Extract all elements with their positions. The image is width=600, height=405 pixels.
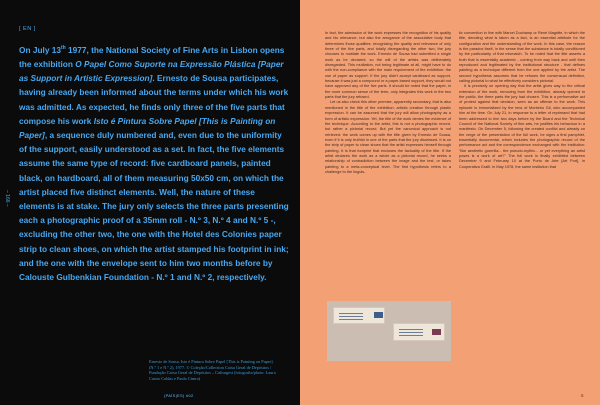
stamp-icon — [374, 312, 383, 318]
artwork-photo — [327, 301, 451, 361]
lead-paragraph — [19, 41, 291, 284]
language-tag: [ EN ] — [19, 26, 36, 32]
lead-segment: , a sequence duly numbered and, even due to the uniformity of the support, easily understood as a set. In fact, the five elements assume the same type of record: five cardboard panels, painted black, on hardboard, all of them measuring 50x50 cm, on which the artist placed five distinct elements. Well, the nature of these elements is at stake. The jury only selects the three parts presenting each a photographic proof of a 35mm roll - N.º 3, N.º 4 and N.º 5 -, excluding the other two, the one with the Hotel des Colonies paper strip to clean shoes, on which the artist stamped his footprint in ink; and the one with the envelope sent to him two months before by Calouste Gulbenkian Foundation - N.º 1 and N.º 2, respectively. — [19, 129, 289, 283]
envelope-image — [333, 307, 385, 324]
envelope-image — [393, 323, 445, 341]
address-lines — [339, 313, 363, 314]
footer-publication: (PAÍS|ES) #02 — [164, 393, 194, 398]
body-paragraph: It is precisely on opening day that the artist gives way to the critical extension of the work, removing from the exhibition, already opened to the public, the three parts the jury had chosen. This is a performative act of protest against that decision, seen as an offense to the work. This episode is immortalized by the lens of Monteiro Gil, who accompanied him at the time. On July 21, in response to a letter of reprimand that had been addressed to him two days before by the Board and the Technical Council of the National Society of fine arts, he justifies his behaviour in a manifesto. On December 5, following the created conflict and already on the verge of the presentation of the full work, he signs a first pamphlet, essentially documental, which includes the photographic record of the performance act and the correspondence exchanged with the institution: "like aesthetic guerrilla... the pseudo-mythic... or yet everything an artist poses is a work of art?" The full work is finally exhibited between December 9 and February 10 at the Porto de Arte [Art Port], in Cooperativa Grafil. In May 1978, the same institution that — [459, 84, 585, 169]
body-paragraph: In fact, the admission of the work expresses the recognition of his quality and his relevance, but also the arrogance of the associative body that determines those qualities: recognizing the quality and relevance of only three of the five parts, and totally disregarding the other two, the jury chooses to mutilate the work. Ernesto de Sousa had submitted a single work as he declared, so the will of the artists was deliberately disregarded. This mutilation, not being legitimate at all, might have to do with the non-compliance with the main requirement of the exhibition: the use of paper as support. If the jury didn't accept cardboard as support, because it was just a compound or a paper-based support, they would not have approved any of the five parts. It should be noted that the paper, in the more common sense of the term, only integrates this work in the two parts that the jury refused. — [325, 31, 451, 100]
page-number: 6 — [581, 393, 584, 398]
text-column-2 — [459, 31, 585, 351]
lead-segment: . Ernesto de Sousa participates, having already been informed about the terms under which his work was admitted. As expected, he finds only three of the five parts that compose his work — [19, 73, 289, 126]
image-caption: Ernesto de Sousa, Isto é Pintura Sobre Papel [This is Painting on Paper], (N.º 1 e N.º 2), 1977. © Coleção/Collection Caixa Geral de Depósitos / Fundação Caixa Geral de Depósitos – Culturgest (fotografia/photo: Laura Castro Caldas e Paulo Cintra) — [149, 359, 276, 381]
body-paragraph: tic convention in line with Marcel Duchamp or René Magritte, in which the title, denoting what is taken as a fact, is an essential attribute for the configuration and the understanding of the work. In this case, the reason is the paradox itself, in the sense that the substance is totally conditioned by the particularity of that mismatch. To be noted that the title asserts a truth that is essentially academic - coming from way back and until then reproduced and legitimated by the institutional structure - that defines painting as a technique different from the one applied by the artist. The second hypothesis assumes that he refuses the consensual definition, calling pictorial to what he effectively considers pictorial. — [459, 31, 585, 84]
lead-segment: 1977, the National Society of Fine Arts in Lisbon opens the exhibition — [19, 44, 285, 69]
stamp-icon — [432, 329, 441, 335]
lead-segment: O Papel Como Suporte na Expressão Plástica [Paper as Support in Artistic Expression] — [19, 58, 284, 84]
lead-segment: On July 13 — [19, 44, 61, 55]
address-lines — [399, 329, 423, 330]
lead-segment: th — [60, 45, 66, 51]
lead-segment: Isto é Pintura Sobre Papel [This is Painting on Paper] — [19, 115, 276, 140]
side-page-number: – 166 – — [4, 190, 10, 207]
body-paragraph: Let us also check this other premise, apparently secondary, that is also mentioned in the title of the exhibition: artistic creation through plastic expression. It can be assumed that the jury will allow photography as a form of artistic expression. Yet, the title of the work denies the evidence of the technique. According to the artist, this is not a photographic record, but rather a pictorial record. But yet the canonical approach is not retrieved: the work comes up with the title given by Ernesto de Sousa, even if it is only truthful in one of the parts that the jury dismissed. It is on the strip of paper to clean shoes that the artist expresses himself through painting. It is that footprint that encloses the factuality of the title. If the artist declares the work as a whole as a pictorial record, he seeks a relationship of contradiction between the image and the text, or takes painting to a meta-conceptual level. The first hypothesis refers to a challenge to the linguis- — [325, 100, 451, 174]
text-column-1 — [325, 31, 451, 295]
